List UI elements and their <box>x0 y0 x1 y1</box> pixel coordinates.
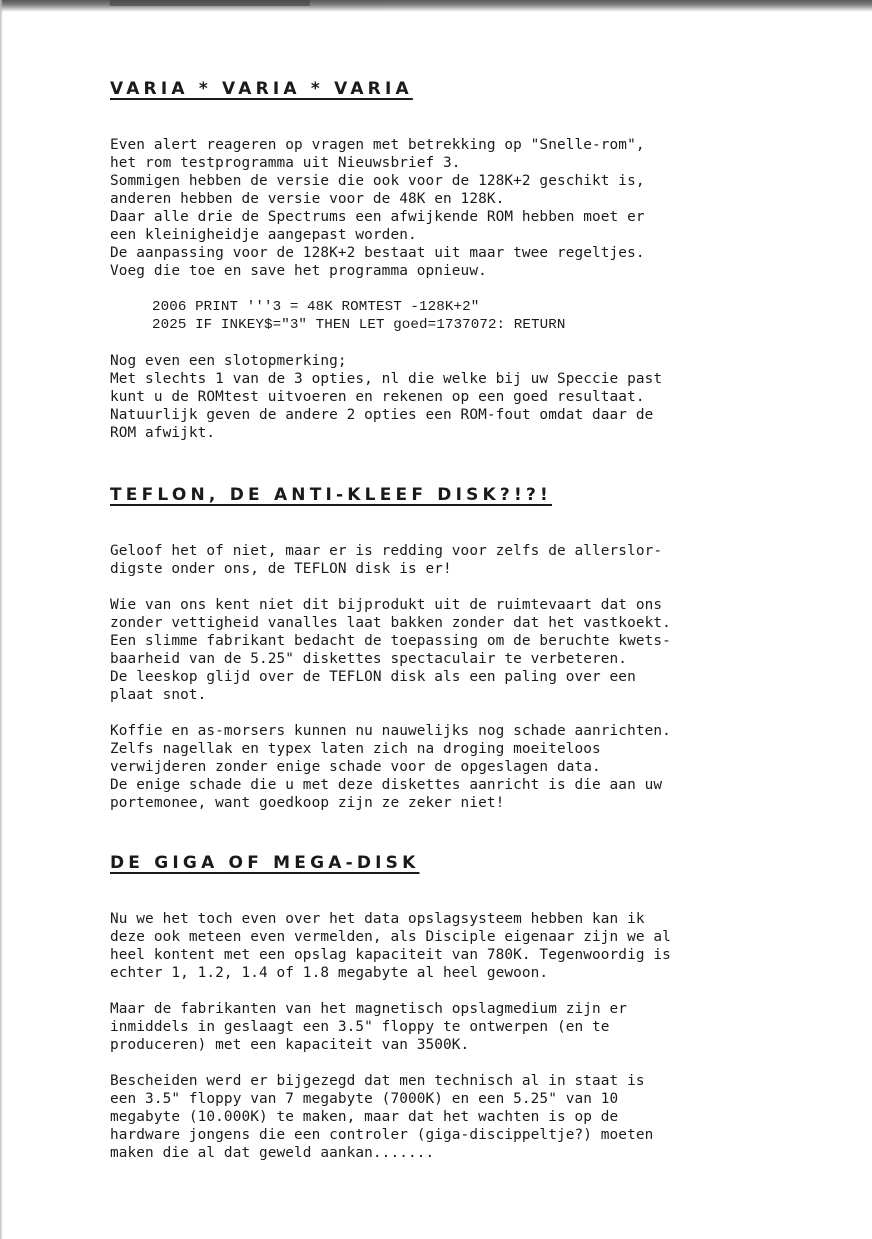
text-line: heel kontent met een opslag kapaciteit van 780K. Tegenwoordig is <box>110 947 671 963</box>
text-line: megabyte (10.000K) te maken, maar dat het wachten is op de <box>110 1109 619 1125</box>
document-page <box>110 78 800 1162</box>
text-line: deze ook meteen even vermelden, als Disciple eigenaar zijn we al <box>110 929 671 945</box>
text-line: Bescheiden werd er bijgezegd dat men technisch al in staat is <box>110 1073 645 1089</box>
text-line: het rom testprogramma uit Nieuwsbrief 3. <box>110 155 461 171</box>
text-line: portemonee, want goedkoop zijn ze zeker niet! <box>110 795 505 811</box>
text-line: kunt u de ROMtest uitvoeren en rekenen op een goed resultaat. <box>110 389 645 405</box>
paragraph <box>110 136 800 280</box>
text-line: een 3.5" floppy van 7 megabyte (7000K) en een 5.25" van 10 <box>110 1091 619 1107</box>
text-line: Wie van ons kent niet dit bijprodukt uit de ruimtevaart dat ons <box>110 597 663 613</box>
text-line: ROM afwijkt. <box>110 425 216 441</box>
text-line: digste onder ons, de TEFLON disk is er! <box>110 561 452 577</box>
text-line: Nog even een slotopmerking; <box>110 353 347 369</box>
text-line: verwijderen zonder enige schade voor de opgeslagen data. <box>110 759 601 775</box>
section-heading: DE GIGA OF MEGA-DISK <box>110 853 420 873</box>
code-line: 2006 PRINT '''3 = 48K ROMTEST -128K+2" <box>152 299 480 315</box>
scan-edge-top <box>0 0 872 12</box>
text-line: Koffie en as-morsers kunnen nu nauwelijks nog schade aanrichten. <box>110 723 671 739</box>
text-line: echter 1, 1.2, 1.4 of 1.8 megabyte al heel gewoon. <box>110 965 549 981</box>
text-line: Even alert reageren op vragen met betrekking op "Snelle-rom", <box>110 137 645 153</box>
paragraph <box>110 1000 800 1054</box>
scan-edge-left <box>0 0 3 1239</box>
text-line: Zelfs nagellak en typex laten zich na droging moeiteloos <box>110 741 601 757</box>
section-heading: VARIA * VARIA * VARIA <box>110 79 413 99</box>
text-line: maken die al dat geweld aankan....... <box>110 1145 435 1161</box>
paragraph <box>110 596 800 704</box>
text-line: De enige schade die u met deze diskettes aanricht is die aan uw <box>110 777 663 793</box>
text-line: anderen hebben de versie voor de 48K en 128K. <box>110 191 505 207</box>
text-line: produceren) met een kapaciteit van 3500K. <box>110 1037 470 1053</box>
text-line: Natuurlijk geven de andere 2 opties een ROM-fout omdat daar de <box>110 407 654 423</box>
text-line: Geloof het of niet, maar er is redding voor zelfs de allerslor- <box>110 543 663 559</box>
code-line: 2025 IF INKEY$="3" THEN LET goed=1737072: RETURN <box>152 317 566 333</box>
paragraph <box>110 722 800 812</box>
text-line: De aanpassing voor de 128K+2 bestaat uit maar twee regeltjes. <box>110 245 645 261</box>
text-line: baarheid van de 5.25" diskettes spectaculair te verbeteren. <box>110 651 628 667</box>
code-listing <box>110 298 800 334</box>
paragraph <box>110 1072 800 1162</box>
text-line: Voeg die toe en save het programma opnieuw. <box>110 263 487 279</box>
text-line: Maar de fabrikanten van het magnetisch opslagmedium zijn er <box>110 1001 628 1017</box>
text-line: een kleinigheidje aangepast worden. <box>110 227 417 243</box>
text-line: Een slimme fabrikant bedacht de toepassing om de beruchte kwets- <box>110 633 671 649</box>
paragraph <box>110 910 800 982</box>
section-heading: TEFLON, DE ANTI-KLEEF DISK?!?! <box>110 485 552 505</box>
text-line: Sommigen hebben de versie die ook voor de 128K+2 geschikt is, <box>110 173 645 189</box>
paragraph <box>110 542 800 578</box>
text-line: Nu we het toch even over het data opslagsysteem hebben kan ik <box>110 911 645 927</box>
text-line: inmiddels in geslaagt een 3.5" floppy te ontwerpen (en te <box>110 1019 610 1035</box>
text-line: De leeskop glijd over de TEFLON disk als een paling over een <box>110 669 636 685</box>
paragraph <box>110 352 800 442</box>
text-line: hardware jongens die een controler (giga-discippeltje?) moeten <box>110 1127 654 1143</box>
text-line: Met slechts 1 van de 3 opties, nl die welke bij uw Speccie past <box>110 371 663 387</box>
text-line: zonder vettigheid vanalles laat bakken zonder dat het vastkoekt. <box>110 615 671 631</box>
text-line: plaat snot. <box>110 687 207 703</box>
text-line: Daar alle drie de Spectrums een afwijkende ROM hebben moet er <box>110 209 645 225</box>
